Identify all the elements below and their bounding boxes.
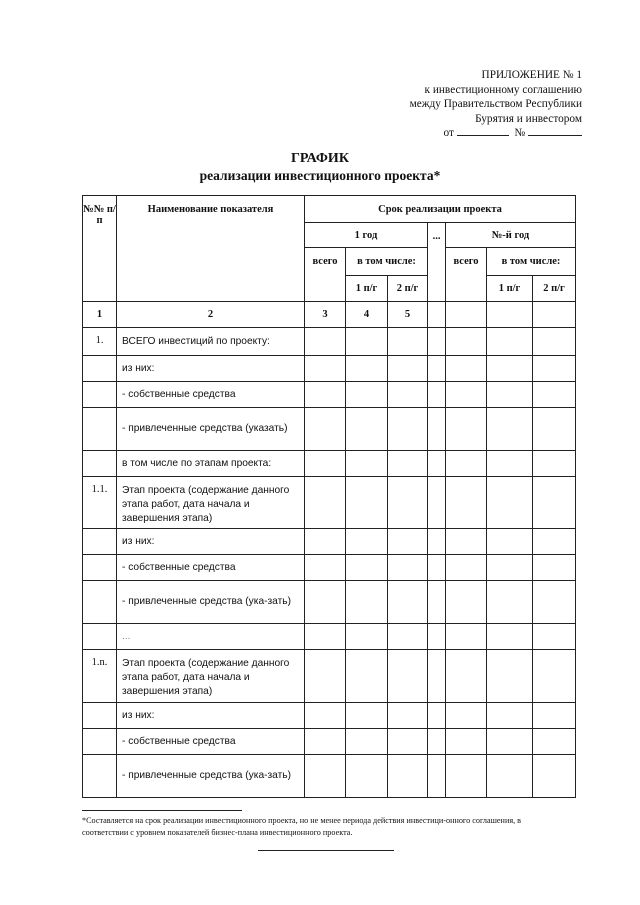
header-total-year-1: всего	[305, 248, 346, 302]
value-cell	[533, 408, 576, 451]
value-cell	[533, 477, 576, 529]
value-cell	[487, 529, 533, 555]
column-number: 1	[83, 302, 117, 328]
annex-date-number-line	[410, 126, 582, 141]
table-row	[83, 581, 576, 624]
column-number: 3	[305, 302, 346, 328]
value-cell	[346, 703, 388, 729]
header-half-1-year-n: 1 п/г	[487, 276, 533, 302]
value-cell	[388, 408, 428, 451]
value-cell	[305, 729, 346, 755]
value-cell	[305, 477, 346, 529]
annex-line: к инвестиционному соглашению	[424, 83, 582, 96]
value-cell	[533, 529, 576, 555]
header-total-year-n: всего	[446, 248, 487, 302]
row-indicator-name: - привлеченные средства (ука-зать)	[117, 581, 305, 624]
table-row	[83, 451, 576, 477]
row-indicator-name: - привлеченные средства (ука-зать)	[117, 755, 305, 798]
value-cell	[428, 729, 446, 755]
value-cell	[388, 328, 428, 356]
annex-line: Бурятия и инвестором	[475, 112, 582, 125]
value-cell	[346, 650, 388, 703]
value-cell	[533, 650, 576, 703]
annex-line: между Правительством Республики	[409, 98, 582, 111]
table-row	[83, 555, 576, 581]
row-indicator-name: ...	[117, 624, 305, 650]
header-year-n: №-й год	[446, 223, 576, 248]
value-cell	[533, 729, 576, 755]
value-cell	[428, 356, 446, 382]
value-cell	[305, 703, 346, 729]
value-cell	[487, 382, 533, 408]
schedule-table	[82, 195, 576, 798]
value-cell	[305, 581, 346, 624]
header-period: Срок реализации проекта	[305, 196, 576, 223]
value-cell	[533, 382, 576, 408]
value-cell	[446, 408, 487, 451]
row-index	[83, 555, 117, 581]
table-row	[83, 650, 576, 703]
value-cell	[487, 624, 533, 650]
value-cell	[346, 729, 388, 755]
value-cell	[487, 755, 533, 798]
value-cell	[388, 624, 428, 650]
value-cell	[446, 755, 487, 798]
value-cell	[346, 624, 388, 650]
value-cell	[533, 356, 576, 382]
value-cell	[346, 408, 388, 451]
value-cell	[346, 555, 388, 581]
value-cell	[346, 328, 388, 356]
row-indicator-name: в том числе по этапам проекта:	[117, 451, 305, 477]
value-cell	[487, 703, 533, 729]
row-indicator-name: из них:	[117, 356, 305, 382]
header-half-2-year-n: 2 п/г	[533, 276, 576, 302]
value-cell	[428, 477, 446, 529]
row-index	[83, 529, 117, 555]
value-cell	[487, 408, 533, 451]
value-cell	[428, 328, 446, 356]
value-cell	[446, 356, 487, 382]
value-cell	[428, 581, 446, 624]
header-ellipsis: ...	[428, 223, 446, 302]
value-cell	[446, 624, 487, 650]
row-index	[83, 624, 117, 650]
value-cell	[388, 477, 428, 529]
footnote-rule	[82, 810, 242, 811]
column-numbers-row	[83, 302, 576, 328]
value-cell	[428, 650, 446, 703]
number-blank	[528, 126, 582, 136]
footnote: *Составляется на срок реализации инвестиционного проекта, но не менее периода действия инвестици-онного соглашения, в соответствии с уровнем показателей бизнес-плана инвестиционного проекта.	[82, 816, 522, 837]
value-cell	[305, 529, 346, 555]
row-indicator-name: - собственные средства	[117, 729, 305, 755]
value-cell	[388, 729, 428, 755]
value-cell	[428, 529, 446, 555]
value-cell	[446, 529, 487, 555]
value-cell	[346, 755, 388, 798]
value-cell	[533, 755, 576, 798]
value-cell	[305, 650, 346, 703]
table-row	[83, 703, 576, 729]
value-cell	[446, 555, 487, 581]
row-indicator-name: - собственные средства	[117, 382, 305, 408]
row-indicator-name: - собственные средства	[117, 555, 305, 581]
table-row	[83, 408, 576, 451]
value-cell	[446, 581, 487, 624]
value-cell	[388, 555, 428, 581]
value-cell	[428, 382, 446, 408]
row-indicator-name: ВСЕГО инвестиций по проекту:	[117, 328, 305, 356]
row-indicator-name: Этап проекта (содержание данного этапа работ, дата начала и завершения этапа)	[117, 650, 305, 703]
value-cell	[388, 382, 428, 408]
header-including-year-1: в том числе:	[346, 248, 428, 276]
annex-title: ПРИЛОЖЕНИЕ № 1	[481, 69, 582, 81]
value-cell	[305, 382, 346, 408]
table-row	[83, 755, 576, 798]
value-cell	[346, 382, 388, 408]
value-cell	[446, 477, 487, 529]
row-index	[83, 408, 117, 451]
value-cell	[533, 451, 576, 477]
value-cell	[305, 451, 346, 477]
value-cell	[305, 408, 346, 451]
value-cell	[487, 650, 533, 703]
row-index	[83, 581, 117, 624]
value-cell	[346, 529, 388, 555]
value-cell	[428, 451, 446, 477]
value-cell	[388, 356, 428, 382]
value-cell	[533, 328, 576, 356]
row-indicator-name: Этап проекта (содержание данного этапа работ, дата начала и завершения этапа)	[117, 477, 305, 529]
date-blank	[457, 126, 509, 136]
value-cell	[446, 729, 487, 755]
header-indicator-name: Наименование показателя	[117, 196, 305, 302]
value-cell	[346, 477, 388, 529]
value-cell	[533, 555, 576, 581]
value-cell	[487, 581, 533, 624]
value-cell	[533, 624, 576, 650]
table-row	[83, 529, 576, 555]
value-cell	[305, 555, 346, 581]
number-label: №	[514, 127, 526, 140]
value-cell	[388, 451, 428, 477]
value-cell	[446, 650, 487, 703]
row-index	[83, 703, 117, 729]
value-cell	[428, 555, 446, 581]
table-row	[83, 624, 576, 650]
value-cell	[487, 451, 533, 477]
annex-header	[410, 68, 582, 141]
closing-rule	[258, 850, 394, 851]
document-title: ГРАФИК	[291, 151, 349, 166]
date-label: от	[443, 127, 454, 140]
value-cell	[487, 729, 533, 755]
table-body	[83, 328, 576, 798]
value-cell	[446, 451, 487, 477]
header-no: №№ п/п	[83, 196, 117, 302]
value-cell	[346, 451, 388, 477]
value-cell	[487, 477, 533, 529]
value-cell	[346, 356, 388, 382]
table-row	[83, 356, 576, 382]
value-cell	[487, 328, 533, 356]
header-half-2-year-1: 2 п/г	[388, 276, 428, 302]
value-cell	[446, 382, 487, 408]
table-row	[83, 729, 576, 755]
value-cell	[388, 755, 428, 798]
value-cell	[487, 356, 533, 382]
value-cell	[428, 408, 446, 451]
value-cell	[533, 703, 576, 729]
value-cell	[388, 650, 428, 703]
row-indicator-name: из них:	[117, 529, 305, 555]
value-cell	[305, 328, 346, 356]
header-half-1-year-1: 1 п/г	[346, 276, 388, 302]
row-index	[83, 382, 117, 408]
value-cell	[428, 755, 446, 798]
value-cell	[446, 703, 487, 729]
value-cell	[446, 328, 487, 356]
value-cell	[305, 356, 346, 382]
row-index	[83, 451, 117, 477]
row-index	[83, 356, 117, 382]
document-subtitle: реализации инвестиционного проекта*	[199, 168, 441, 183]
table-row	[83, 382, 576, 408]
value-cell	[388, 581, 428, 624]
header-including-year-n: в том числе:	[487, 248, 576, 276]
table-row	[83, 477, 576, 529]
row-indicator-name: - привлеченные средства (указать)	[117, 408, 305, 451]
row-index	[83, 729, 117, 755]
value-cell	[305, 624, 346, 650]
header-year-1: 1 год	[305, 223, 428, 248]
value-cell	[305, 755, 346, 798]
value-cell	[533, 581, 576, 624]
column-number: 5	[388, 302, 428, 328]
row-index: 1.1.	[83, 477, 117, 529]
value-cell	[388, 529, 428, 555]
value-cell	[428, 703, 446, 729]
column-number: 2	[117, 302, 305, 328]
table-row	[83, 328, 576, 356]
row-index: 1.n.	[83, 650, 117, 703]
value-cell	[388, 703, 428, 729]
value-cell	[487, 555, 533, 581]
row-indicator-name: из них:	[117, 703, 305, 729]
column-number: 4	[346, 302, 388, 328]
value-cell	[346, 581, 388, 624]
row-index: 1.	[83, 328, 117, 356]
value-cell	[428, 624, 446, 650]
row-index	[83, 755, 117, 798]
